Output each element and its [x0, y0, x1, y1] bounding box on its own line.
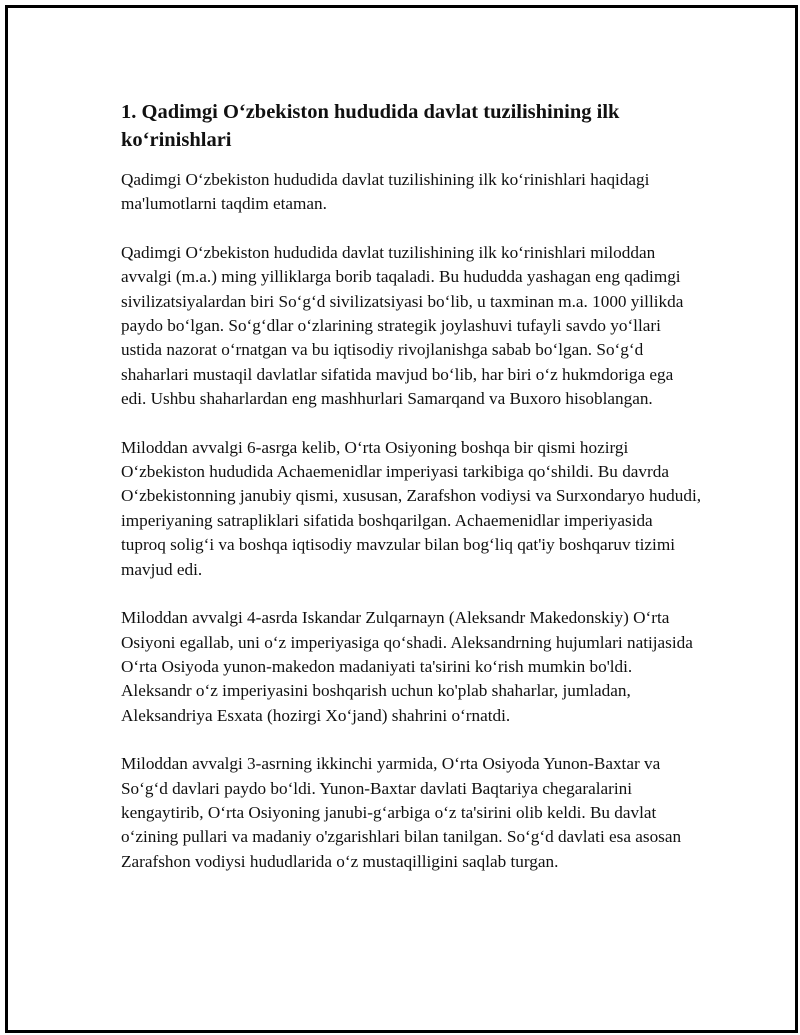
paragraph-intro: Qadimgi O‘zbekiston hududida davlat tuzilishining ilk ko‘rinishlari haqidagi ma'lumotlarni taqdim etaman. [121, 170, 650, 214]
section-heading: 1. Qadimgi O‘zbekiston hududida davlat tuzilishining ilk ko‘rinishlari [121, 101, 620, 151]
document-body [121, 98, 701, 898]
paragraph-greco-bactria: Miloddan avvalgi 3-asrning ikkinchi yarmida, O‘rta Osiyoda Yunon-Baxtar va So‘g‘d davlari paydo bo‘ldi. Yunon-Baxtar davlati Baqtariya chegaralarini kengaytirib, O‘rta Osiyoning janubi-g‘arbiga o‘z ta'sirini olib keldi. Bu davlat o‘zining pullari va madaniy o'zgarishlari bilan tanilgan. So‘g‘d davlati esa asosan Zarafshon vodiysi hududlarida o‘z mustaqilligini saqlab turgan. [121, 754, 682, 871]
paragraph-sogd: Qadimgi O‘zbekiston hududida davlat tuzilishining ilk ko‘rinishlari miloddan avvalgi (m.a.) ming yilliklarga borib taqaladi. Bu hududda yashagan eng qadimgi sivilizatsiyalardan biri So‘g‘d sivilizatsiyasi bo‘lib, u taxminan m.a. 1000 yillikda paydo bo‘lgan. So‘g‘dlar o‘zlarining strategik joylashuvi tufayli savdo yo‘llari ustida nazorat o‘rnatgan va bu iqtisodiy rivojlanishga sabab bo‘lgan. So‘g‘d shaharlari mustaqil davlatlar sifatida mavjud bo‘lib, har biri o‘z hukmdoriga ega edi. Ushbu shaharlardan eng mashhurlari Samarqand va Buxoro hisoblangan. [121, 242, 684, 409]
paragraph-alexander: Miloddan avvalgi 4-asrda Iskandar Zulqarnayn (Aleksandr Makedonskiy) O‘rta Osiyoni egallab, uni o‘z imperiyasiga qo‘shadi. Aleksandrning hujumlari natijasida O‘rta Osiyoda yunon-makedon madaniyati ta'sirini ko‘rish mumkin bo'ldi. Aleksandr o‘z imperiyasini boshqarish uchun ko'plab shaharlar, jumladan, Aleksandriya Esxata (hozirgi Xo‘jand) shahrini o‘rnatdi. [121, 608, 693, 725]
paragraph-achaemenid: Miloddan avvalgi 6-asrga kelib, O‘rta Osiyoning boshqa bir qismi hozirgi O‘zbekiston hududida Achaemenidlar imperiyasi tarkibiga qo‘shildi. Bu davrda O‘zbekistonning janubiy qismi, xususan, Zarafshon vodiysi va Surxondaryo hududi, imperiyaning satrapliklari sifatida boshqarilgan. Achaemenidlar imperiyasida tuproq solig‘i va boshqa iqtisodiy mavzular bilan bog‘liq qat'iy boshqaruv tizimi mavjud edi. [121, 437, 702, 579]
page-frame [5, 5, 798, 1033]
